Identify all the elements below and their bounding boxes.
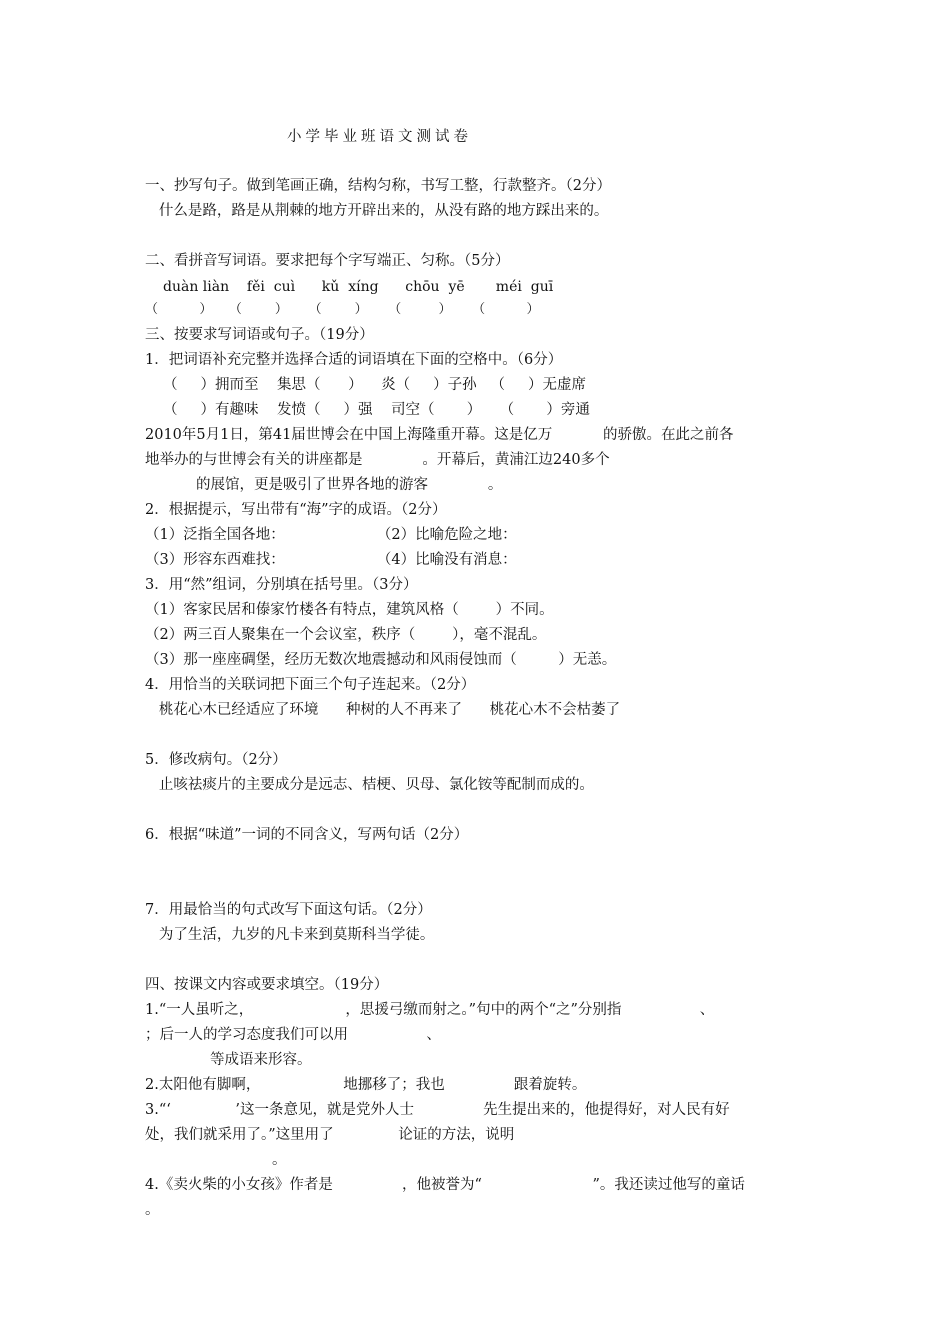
q1-heading: 一、抄写句子。做到笔画正确，结构匀称，书写工整，行款整齐。（2分） [145, 178, 611, 194]
q3-1-passage-line3: 的展馆，更是吸引了世界各地的游客 。 [196, 477, 503, 493]
q3-1-passage-line1: 2010年5月1日，第41届世博会在中国上海隆重开幕。这是亿万 的骄傲。在此之前各 [145, 427, 734, 443]
q3-3-item3: （3）那一座座碉堡，经历无数次地震撼动和风雨侵蚀而（ ）无恙。 [145, 652, 617, 668]
q3-6-heading: 6．根据“味道”一词的不同含义，写两句话（2分） [145, 827, 469, 843]
q3-5-sentence: 止咳祛痰片的主要成分是远志、桔梗、贝母、氯化铵等配制而成的。 [145, 777, 594, 793]
q3-5-heading: 5．修改病句。（2分） [145, 752, 287, 768]
q3-1-idioms-row1: （ ）拥而至 集思（ ） 炎（ ）子孙 （ ）无虚席 [163, 377, 586, 393]
q3-2-hints-row1: （1）泛指全国各地： （2）比喻危险之地： [145, 527, 517, 543]
q3-3-heading: 3．用“然”组词，分别填在括号里。（3分） [145, 577, 418, 593]
page-title: 小学毕业班语文测试卷 [287, 129, 472, 145]
q4-2-line: 2.太阳他有脚啊， 地挪移了；我也 跟着旋转。 [145, 1077, 587, 1093]
q4-1-line3: 等成语来形容。 [210, 1052, 312, 1068]
q3-4-sentences: 桃花心木已经适应了环境 种树的人不再来了 桃花心木不会枯萎了 [145, 702, 621, 718]
q4-4-line2: 。 [145, 1202, 160, 1218]
q3-2-hints-row2: （3）形容东西难找： （4）比喻没有消息： [145, 552, 517, 568]
q2-heading: 二、看拼音写词语。要求把每个字写端正、匀称。（5分） [145, 253, 510, 269]
q3-1-heading: 1．把词语补充完整并选择合适的词语填在下面的空格中。（6分） [145, 352, 563, 368]
q4-4-line1: 4.《卖火柴的小女孩》作者是 ，他被誉为“ ”。我还读过他写的童话 [145, 1177, 745, 1193]
q2-answer-brackets: （ ） （ ） （ ） （ ） （ ） [145, 302, 540, 317]
q3-2-heading: 2．根据提示，写出带有“海”字的成语。（2分） [145, 502, 447, 518]
q4-heading: 四、按课文内容或要求填空。（19分） [145, 977, 389, 993]
q3-1-idioms-row2: （ ）有趣味 发愤（ ）强 司空（ ） （ ）旁通 [163, 402, 590, 418]
q3-4-heading: 4．用恰当的关联词把下面三个句子连起来。（2分） [145, 677, 476, 693]
q4-1-line1: 1.“一人虽听之， ，思援弓缴而射之。”句中的两个“之”分别指 、 [145, 1002, 715, 1018]
q3-1-passage-line2: 地举办的与世博会有关的讲座都是 。开幕后，黄浦江边240多个 [145, 452, 610, 468]
q3-3-item2: （2）两三百人聚集在一个会议室，秩序（ ），毫不混乱。 [145, 627, 547, 643]
q3-3-item1: （1）客家民居和傣家竹楼各有特点，建筑风格（ ）不同。 [145, 602, 554, 618]
q4-3-line2: 处，我们就采用了。”这里用了 论证的方法，说明 [145, 1127, 515, 1143]
q3-7-sentence: 为了生活，九岁的凡卡来到莫斯科当学徒。 [145, 927, 435, 943]
q3-heading: 三、按要求写词语或句子。（19分） [145, 327, 374, 343]
q1-sentence: 什么是路，路是从荆棘的地方开辟出来的，从没有路的地方踩出来的。 [145, 203, 609, 219]
q4-3-line1: 3.“‘ ’这一条意见，就是党外人士 先生提出来的，他提得好，对人民有好 [145, 1102, 730, 1118]
q4-1-line2: ；后一人的学习态度我们可以用 、 [145, 1027, 441, 1043]
q4-3-line3: 。 [272, 1152, 287, 1168]
q3-7-heading: 7．用最恰当的句式改写下面这句话。（2分） [145, 902, 432, 918]
q2-pinyin: duàn liàn fěi cuì kǔ xíng chōu yē méi guī [163, 279, 554, 295]
